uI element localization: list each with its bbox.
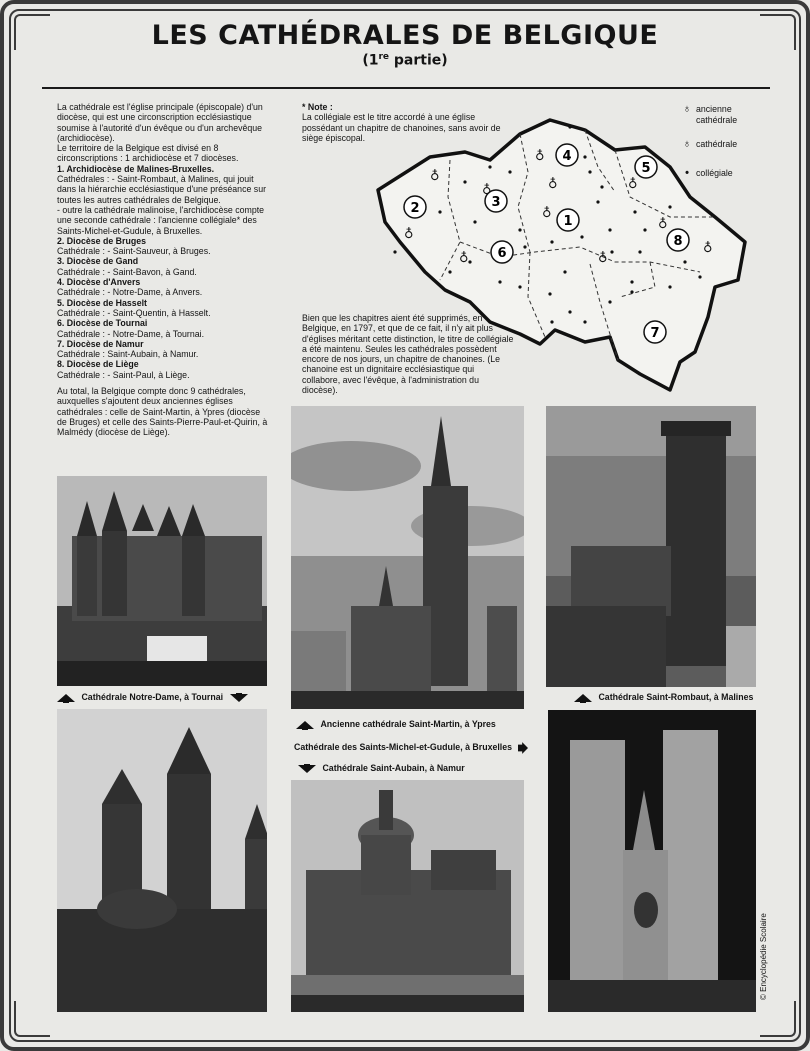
collegiate-dot	[638, 250, 641, 253]
photo-malines	[546, 406, 756, 687]
page-subtitle: (1re partie)	[362, 52, 448, 69]
intro-paragraph: Le territoire de la Belgique est divisé en 8 circonscriptions : 1 archidiocèse et 7 diocèses.	[57, 143, 239, 164]
diocese-text: Cathédrale : - Saint-Sauveur, à Bruges.	[57, 246, 211, 257]
caption-tournai: Cathédrale Notre-Dame, à Tournai	[57, 692, 267, 703]
collegiate-dot	[508, 170, 511, 173]
collegiate-dot	[610, 250, 613, 253]
collegiate-dot	[668, 285, 671, 288]
diocese-number: 8	[673, 234, 683, 249]
collegiate-dot	[608, 228, 611, 231]
frame-corner	[760, 1001, 796, 1037]
collegiate-dot	[518, 285, 521, 288]
caption-malines: Cathédrale Saint-Rombaut, à Malines	[574, 692, 753, 703]
collegiate-dot	[630, 290, 633, 293]
cathedral-icon: ♁	[598, 251, 608, 266]
diocese-number: 6	[497, 246, 507, 261]
collegiate-dot	[550, 240, 553, 243]
collegiate-dot	[683, 260, 686, 263]
arrow-up-icon	[574, 693, 592, 703]
collegiate-dot	[550, 320, 553, 323]
collegiate-dot	[588, 170, 591, 173]
diocese-text: Cathédrale : - Saint-Paul, à Liège.	[57, 369, 190, 380]
collegiate-dot	[583, 155, 586, 158]
caption-namur: Cathédrale Saint-Aubain, à Namur	[298, 763, 465, 774]
collegiate-dot	[463, 180, 466, 183]
cathedral-icon: ♁	[482, 183, 492, 198]
title-rule	[42, 87, 770, 89]
diocese-heading: 7. Diocèse de Namur	[57, 338, 144, 349]
diocese-text: Cathédrale : - Saint-Bavon, à Gand.	[57, 266, 197, 277]
collegiate-dot	[596, 200, 599, 203]
collegiate-dot	[488, 165, 491, 168]
former-cathedral-icon: ♁	[404, 227, 414, 242]
cathedral-icon: ♁	[542, 206, 552, 221]
diocese-heading: 4. Diocèse d'Anvers	[57, 277, 141, 288]
diocese-text: Cathédrale : - Notre-Dame, à Tournai.	[57, 328, 205, 339]
diocese-heading: 8. Diocèse de Liège	[57, 359, 139, 370]
collegiate-dot	[468, 260, 471, 263]
note-text: La collégiale est le titre accordé à une église possédant un chapitre de chanoines, sans avoir de siège épiscopal.	[302, 112, 501, 143]
cathedral-icon: ♁	[430, 169, 440, 184]
arrow-up-icon	[296, 720, 314, 730]
cathedral-icon: ♁	[628, 177, 638, 192]
diocese-number: 2	[410, 201, 420, 216]
page-title: LES CATHÉDRALES DE BELGIQUE	[151, 20, 659, 51]
collegiate-dot	[668, 205, 671, 208]
diocese-number: 7	[650, 326, 660, 341]
arrow-down-icon	[298, 764, 316, 774]
copyright-notice: © Encyclopédie Scolaire	[759, 913, 768, 1000]
photo-tournai-aerial	[57, 476, 267, 686]
diocese-heading: 2. Diocèse de Bruges	[57, 235, 146, 246]
caption-bruxelles: Cathédrale des Saints-Michel-et-Gudule, à Bruxelles	[294, 741, 528, 755]
diocese-text: Cathédrales : - Saint-Rombaut, à Malines, qui jouit dans la hiérarchie ecclésiastique d'une préséance sur toutes les autres cathédrales de Belgique.	[57, 174, 267, 205]
arrow-right-icon	[518, 741, 528, 755]
collegiate-dot	[563, 270, 566, 273]
caption-ypres: Ancienne cathédrale Saint-Martin, à Ypres	[296, 719, 496, 730]
cathedral-icon: ♁	[658, 217, 668, 232]
collegiate-dot	[568, 310, 571, 313]
diocese-text: Cathédrale : Saint-Aubain, à Namur.	[57, 349, 199, 360]
cathedral-icon: ♁	[459, 251, 469, 266]
conclusion-paragraph: Au total, la Belgique compte donc 9 cathédrales, auxquelles s'ajoutent deux anciennes églises cathédrales : celle de Saint-Martin, à Ypres (diocèse de Bruges) et celle des Saints-Pierre-Paul-et-Quirin, à Malmédy (diocèse de Liège).	[57, 386, 268, 438]
diocese-number: 5	[641, 161, 651, 176]
collegiate-dot	[498, 280, 501, 283]
chapters-paragraph: Bien que les chapitres aient été supprimés, en Belgique, en 1797, et que de ce fait, il n'y ait plus d'églises méritant cette distinction, le titre de collégiale a été maintenu. Seules les cathédrales possèdent encore de nos jours, un chapitre de chanoines. (Le chanoine est un dignitaire ecclésiastique qui collabore, avec l'évêque, à l'administration du diocèse).	[302, 313, 514, 396]
collegiate-dot	[548, 292, 551, 295]
diocese-number: 4	[562, 149, 572, 164]
diocese-heading: 1. Archidiocèse de Malines-Bruxelles.	[57, 163, 215, 174]
diocese-number: 1	[563, 214, 573, 229]
diocese-text: - outre la cathédrale malinoise, l'archidiocèse compte une seconde cathédrale : l'ancienne collégiale* des Saints-Michel-et-Gudule, à Bruxelles.	[57, 204, 265, 236]
intro-paragraph: La cathédrale est l'église principale (épiscopale) d'un diocèse, qui est une circonscription ecclésiastique soumise à l'autorité d'un évêque ou d'un archevêque (archidiocèse).	[57, 102, 263, 143]
frame-corner	[14, 1001, 50, 1037]
diocese-heading: 6. Diocèse de Tournai	[57, 318, 148, 329]
collegiate-dot	[608, 300, 611, 303]
collegiate-dot	[518, 228, 521, 231]
collegiate-dot	[698, 275, 701, 278]
cathedral-icon: ♁	[682, 138, 692, 150]
arrow-down-icon	[230, 693, 248, 703]
diocese-text: Cathédrale : - Saint-Quentin, à Hasselt.	[57, 307, 211, 318]
collegiate-dot	[630, 280, 633, 283]
photo-ypres	[291, 406, 524, 709]
collegiate-dot	[473, 220, 476, 223]
diocese-number: 3	[491, 195, 501, 210]
photo-namur	[291, 780, 524, 1012]
collegiate-dot	[633, 210, 636, 213]
former-cathedral-icon: ♁	[535, 149, 545, 164]
main-text	[57, 102, 269, 438]
note-title: * Note :	[302, 102, 333, 112]
collegiate-dot	[523, 245, 526, 248]
photo-bruxelles	[548, 710, 756, 1012]
arrow-up-icon	[57, 693, 75, 703]
diocese-heading: 3. Diocèse de Gand	[57, 256, 139, 267]
photo-tournai-towers	[57, 709, 267, 1012]
former-cathedral-icon: ♁	[682, 103, 692, 115]
collegiate-dot	[580, 235, 583, 238]
collegiate-dot	[448, 270, 451, 273]
former-cathedral-icon: ♁	[703, 241, 713, 256]
diocese-heading: 5. Diocèse de Hasselt	[57, 297, 147, 308]
collegiate-dot	[583, 320, 586, 323]
collegiate-dot	[568, 125, 571, 128]
diocese-text: Cathédrale : - Notre-Dame, à Anvers.	[57, 287, 203, 298]
collegiate-icon: •	[685, 167, 689, 179]
collegiate-dot	[600, 185, 603, 188]
cathedral-icon: ♁	[548, 177, 558, 192]
collegiate-dot	[438, 210, 441, 213]
collegiate-dot	[393, 250, 396, 253]
collegiate-dot	[643, 228, 646, 231]
